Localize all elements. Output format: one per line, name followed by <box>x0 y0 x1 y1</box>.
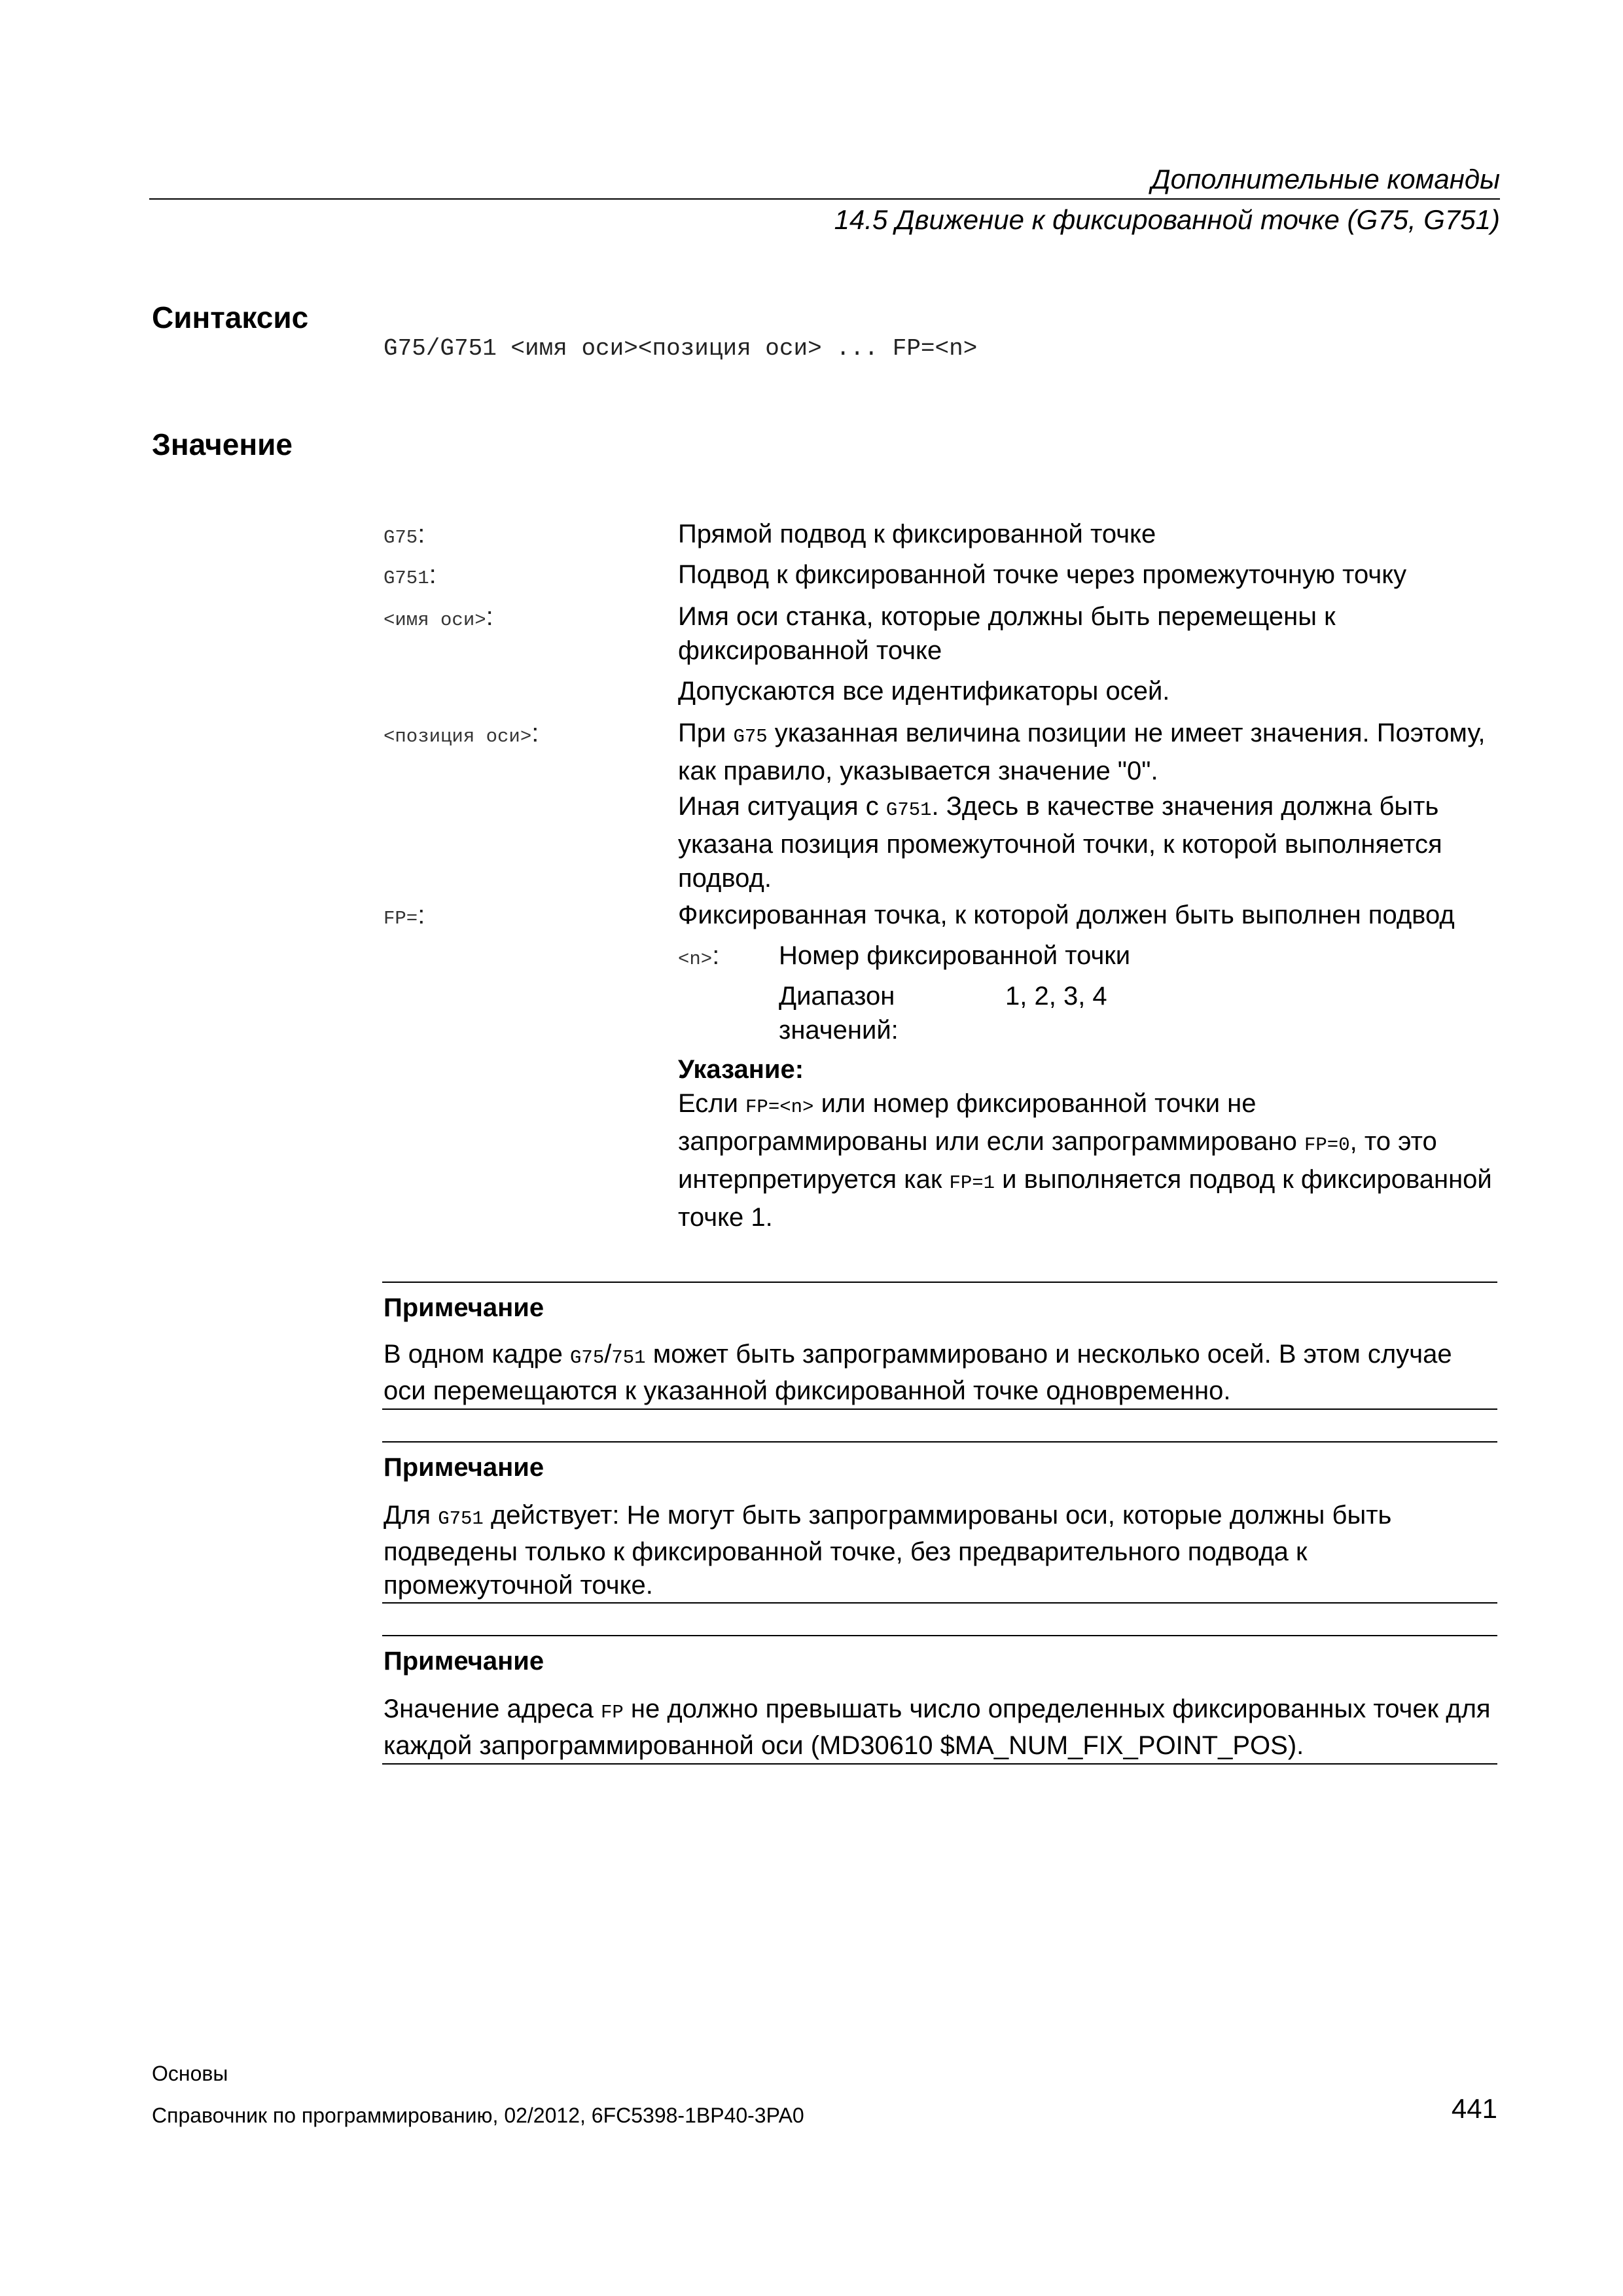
desc-axis-position: При G75 указанная величина позиции не имеет значения. Поэтому, как правило, указывается значение "0". <box>678 719 1486 785</box>
desc-axis-position-g751: Иная ситуация с G751. Здесь в качестве значения должна быть указана позиция промежуточной точки, к которой выполняется подвод. <box>678 792 1442 893</box>
running-header-chapter: Дополнительные команды <box>1151 164 1500 194</box>
term-g75: G75: <box>383 520 425 548</box>
desc-axis-name: Имя оси станка, которые должны быть перемещены к фиксированной точке <box>678 602 1336 665</box>
note-rule-bottom <box>382 1408 1497 1410</box>
desc-g75: Прямой подвод к фиксированной точке <box>678 520 1156 548</box>
desc-fp: Фиксированная точка, к которой должен быть выполнен подвод <box>678 901 1455 929</box>
note-body: Значение адреса FP не должно превышать число определенных фиксированных точек для каждой запрограммированной оси (MD30610 $MA_NUM_FIX_POINT_POS). <box>383 1695 1491 1760</box>
note-title: Примечание <box>383 1293 544 1322</box>
term-n: <n>: <box>678 941 720 970</box>
term-axis-name: <имя оси>: <box>383 602 493 631</box>
syntax-heading: Синтаксис <box>152 300 309 334</box>
footer-book-title: Основы <box>152 2062 228 2085</box>
page-number: 441 <box>1451 2093 1497 2124</box>
header-rule <box>149 198 1500 200</box>
hint-body: Если FP=<n> или номер фиксированной точки не запрограммированы или если запрограммировано FP=0, то это интерпретируется как FP=1 и выполняется подвод к фиксированной точке 1. <box>678 1089 1492 1232</box>
term-fp: FP=: <box>383 901 425 929</box>
desc-axis-identifiers: Допускаются все идентификаторы осей. <box>678 677 1170 706</box>
running-header-section: 14.5 Движение к фиксированной точке (G75, G751) <box>834 204 1500 235</box>
note-rule-bottom <box>382 1763 1497 1765</box>
note-title: Примечание <box>383 1453 544 1482</box>
term-g751: G751: <box>383 560 437 589</box>
desc-n: Номер фиксированной точки <box>779 941 1131 970</box>
range-label: Диапазон значений: <box>779 982 899 1045</box>
note-rule-bottom <box>382 1602 1497 1604</box>
note-body: В одном кадре G75/751 может быть запрограммировано и несколько осей. В этом случае оси перемещаются к указанной фиксированной точке одновременно. <box>383 1340 1452 1405</box>
term-axis-position: <позиция оси>: <box>383 719 539 747</box>
desc-g751: Подвод к фиксированной точке через промежуточную точку <box>678 560 1407 589</box>
note-title: Примечание <box>383 1647 544 1676</box>
note-rule-top <box>382 1635 1497 1636</box>
meaning-heading: Значение <box>152 427 293 461</box>
hint-title: Указание: <box>678 1055 804 1084</box>
footer-doc-info: Справочник по программированию, 02/2012, 6FC5398-1BP40-3PA0 <box>152 2104 804 2127</box>
note-rule-top <box>382 1441 1497 1443</box>
note-rule-top <box>382 1282 1497 1283</box>
syntax-code: G75/G751 <имя оси><позиция оси> ... FP=<n> <box>383 335 978 362</box>
note-body: Для G751 действует: Не могут быть запрограммированы оси, которые должны быть подведены только к фиксированной точке, без предварительного подвода к промежуточной точке. <box>383 1501 1392 1600</box>
range-value: 1, 2, 3, 4 <box>1005 982 1107 1011</box>
